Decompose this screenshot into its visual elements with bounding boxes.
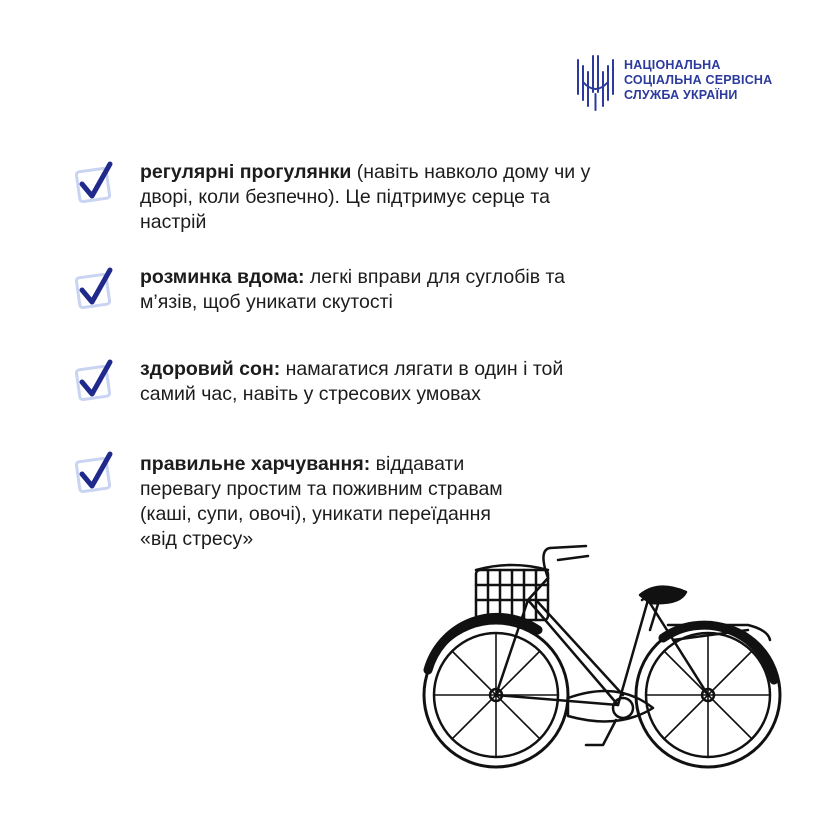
list-item-description: легкі вправи для суглобів та м’язів, щоб уникати скутості [140,266,566,313]
checkmark-icon [72,266,120,312]
checkmark-icon [72,358,120,404]
list-item-description: (навіть навколо дому чи у дворі, коли безпечно). Це підтримує серце та настрій [140,161,591,233]
list-item-title: правильне харчування: [140,453,371,475]
list-item-text [140,160,620,235]
logo-text [624,58,772,103]
list-item-description: намагатися лягати в один і той самий час, навіть у стресових умовах [140,358,564,405]
checkmark-icon [72,160,120,206]
list-item-text [140,265,620,315]
organization-logo [574,52,794,116]
list-item-title: регулярні прогулянки [140,161,352,183]
logo-line-3: СЛУЖБА УКРАЇНИ [624,88,738,102]
logo-line-1: НАЦІОНАЛЬНА [624,58,721,72]
list-item-title: здоровий сон: [140,358,281,380]
logo-line-2: СОЦІАЛЬНА СЕРВІСНА [624,73,773,87]
list-item-text [140,357,620,407]
bicycle-icon [418,530,788,770]
list-item-description: віддавати перевагу простим та поживним стравам (каші, супи, овочі), уникати переїдання «від стресу» [140,453,503,550]
list-item-title: розминка вдома: [140,266,305,288]
ssu-emblem-icon [574,52,618,112]
checkmark-icon [72,450,120,496]
